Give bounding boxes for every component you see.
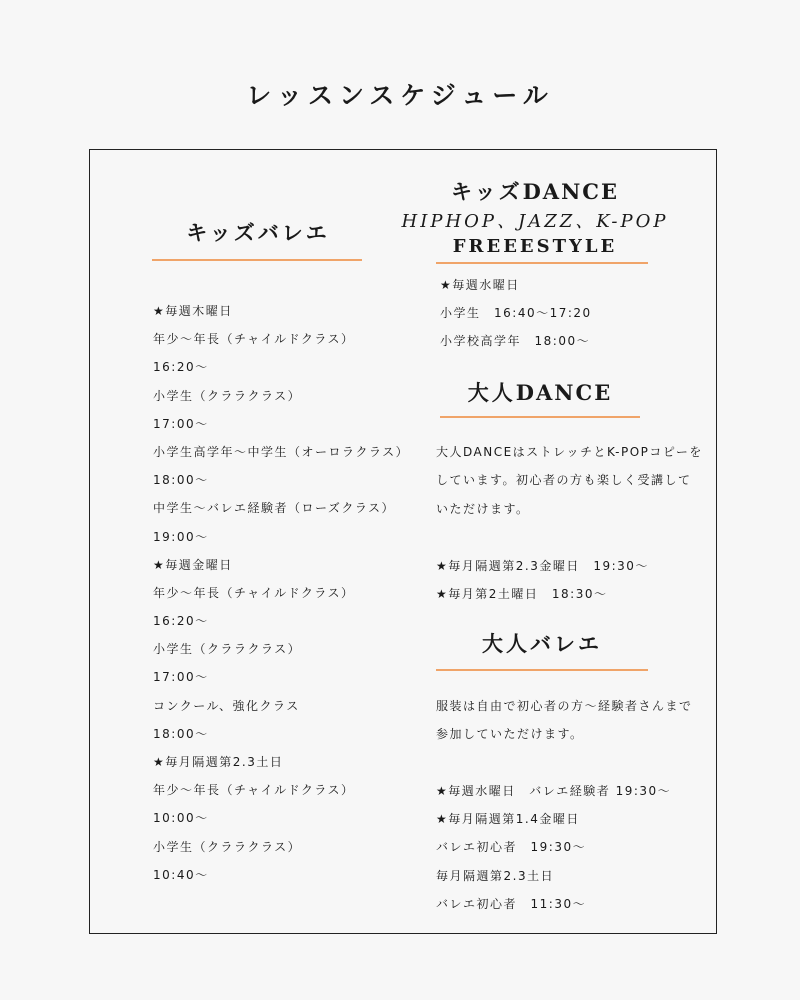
schedule-line: 19:00～: [153, 529, 209, 544]
kids-dance-genres: HIPHOP、JAZZ、K-POP: [401, 211, 669, 232]
adult-ballet-schedule: [436, 777, 671, 918]
kids-dance-heading-jp: キッズ: [450, 180, 523, 204]
adult-dance-description: [436, 438, 703, 523]
schedule-line: 17:00～: [153, 670, 209, 685]
schedule-line: ★毎月第2土曜日 18:30～: [436, 587, 608, 602]
schedule-line: 16:20～: [153, 614, 209, 629]
schedule-line: 小学生高学年～中学生（オーロラクラス）: [153, 444, 410, 459]
schedule-line: バレエ初心者 11:30～: [436, 896, 587, 911]
description-line: 参加していただけます。: [436, 727, 584, 742]
schedule-line: 年少～年長（チャイルドクラス）: [153, 585, 355, 600]
description-line: 服装は自由で初心者の方～経験者さんまで: [436, 699, 693, 713]
schedule-line: 小学校高学年 18:00～: [440, 334, 591, 349]
kids-dance-divider: [436, 262, 648, 264]
schedule-line: ★毎月隔週第2.3土日: [153, 755, 284, 769]
kids-dance-heading-en: DANCE: [522, 179, 619, 204]
schedule-line: 中学生～バレエ経験者（ローズクラス）: [153, 501, 396, 516]
schedule-line: 年少～年長（チャイルドクラス）: [153, 783, 355, 798]
description-line: 大人DANCEはストレッチとK-POPコピーを: [436, 445, 703, 459]
schedule-line: ★毎月隔週第2.3金曜日 19:30～: [436, 559, 649, 573]
schedule-line: 16:20～: [153, 360, 209, 375]
adult-dance-heading: [420, 377, 660, 407]
page-title: レッスンスケジュール: [246, 81, 554, 110]
adult-dance-divider: [440, 416, 640, 418]
schedule-line: ★毎週水曜日 バレエ経験者 19:30～: [436, 784, 672, 798]
schedule-line: 10:00～: [153, 811, 209, 826]
adult-dance-schedule: [436, 552, 649, 608]
adult-ballet-description: [436, 692, 693, 749]
schedule-line: ★毎週木曜日: [153, 304, 233, 318]
description-line: しています。初心者の方も楽しく受講して: [436, 473, 692, 488]
schedule-line: 18:00～: [153, 726, 209, 741]
schedule-line: 小学生 16:40～17:20: [440, 306, 592, 321]
schedule-line: ★毎月隔週第1.4金曜日: [436, 812, 580, 827]
schedule-line: 10:40～: [153, 867, 209, 882]
kids-dance-heading: [400, 176, 670, 206]
adult-dance-heading-en: DANCE: [515, 380, 613, 405]
schedule-line: コンクール、強化クラス: [153, 698, 300, 713]
schedule-line: 小学生（クララクラス）: [153, 839, 302, 854]
schedule-line: ★毎週金曜日: [153, 557, 233, 572]
adult-dance-heading-jp: 大人: [467, 381, 516, 405]
schedule-line: 小学生（クララクラス）: [153, 642, 302, 657]
schedule-line: 17:00～: [153, 416, 209, 431]
schedule-line: 年少～年長（チャイルドクラス）: [153, 332, 355, 347]
schedule-line: バレエ初心者 19:30～: [436, 840, 587, 855]
kids-ballet-divider: [152, 259, 362, 261]
kids-dance-schedule: [440, 271, 592, 356]
schedule-line: 毎月隔週第2.3土日: [436, 868, 555, 883]
adult-ballet-heading: 大人バレエ: [482, 632, 602, 656]
schedule-line: 18:00～: [153, 473, 209, 488]
kids-ballet-heading: キッズバレエ: [186, 221, 330, 245]
kids-ballet-schedule: [153, 297, 409, 889]
schedule-line: 小学生（クララクラス）: [153, 388, 302, 403]
adult-ballet-divider: [436, 669, 648, 671]
description-line: いただけます。: [436, 501, 530, 516]
kids-dance-freestyle: FREEESTYLE: [452, 236, 618, 257]
schedule-line: ★毎週水曜日: [440, 278, 520, 292]
